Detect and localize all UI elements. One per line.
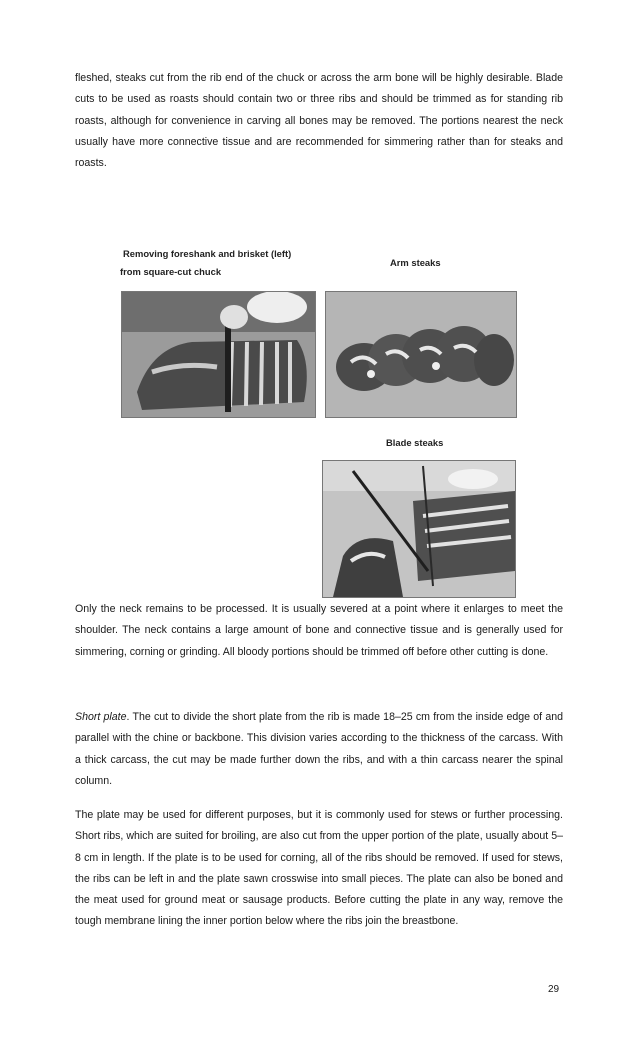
- short-plate-heading: Short plate: [75, 711, 127, 723]
- caption-foreshank-line1: Removing foreshank and brisket (left): [123, 248, 292, 259]
- caption-foreshank-line2: from square-cut chuck: [120, 266, 222, 277]
- blade-steaks-photo: [322, 460, 516, 598]
- foreshank-brisket-photo: [121, 291, 316, 418]
- paragraph-neck: Only the neck remains to be processed. It is usually severed at a point where it enlarges to meet the shoulder. The neck contains a large amount of bone and connective tissue and is generally used for simmering, corning or grinding. All bloody portions should be trimmed off before other cutting is done.: [75, 603, 563, 658]
- caption-arm-steaks: Arm steaks: [390, 257, 441, 268]
- caption-blade-steaks: Blade steaks: [386, 437, 444, 448]
- page-number: 29: [548, 984, 560, 995]
- arm-steaks-photo: [325, 291, 517, 418]
- short-plate-body: . The cut to divide the short plate from the rib is made 18–25 cm from the inside edge of and parallel with the chine or backbone. This division varies according to the thickness of the carcass. With a thick carcass, the cut may be made further down the ribs, and with a thin carcass nearer the spinal column.: [75, 711, 563, 787]
- paragraph-plate-uses: The plate may be used for different purposes, but it is commonly used for stews or further processing. Short ribs, which are suited for broiling, are also cut from the upper portion of the plate, usually about 5–8 cm in length. If the plate is to be used for corning, all of the ribs should be removed. If used for stews, the ribs can be left in and the plate sawn crosswise into small pieces. The plate can also be boned and the meat used for ground meat or sausage products. Before cutting the plate in any way, remove the tough membrane lining the inner portion below where the ribs join the breastbone.: [75, 809, 563, 928]
- paragraph-chuck-cuts: fleshed, steaks cut from the rib end of the chuck or across the arm bone will be highly desirable. Blade cuts to be used as roasts should contain two or three ribs and should be trimmed as for standing rib roasts, although for convenience in carving all bones may be removed. The portions nearest the neck usually have more connective tissue and are recommended for simmering rather than for steaks and roasts.: [75, 72, 563, 170]
- paragraph-short-plate: [75, 707, 563, 792]
